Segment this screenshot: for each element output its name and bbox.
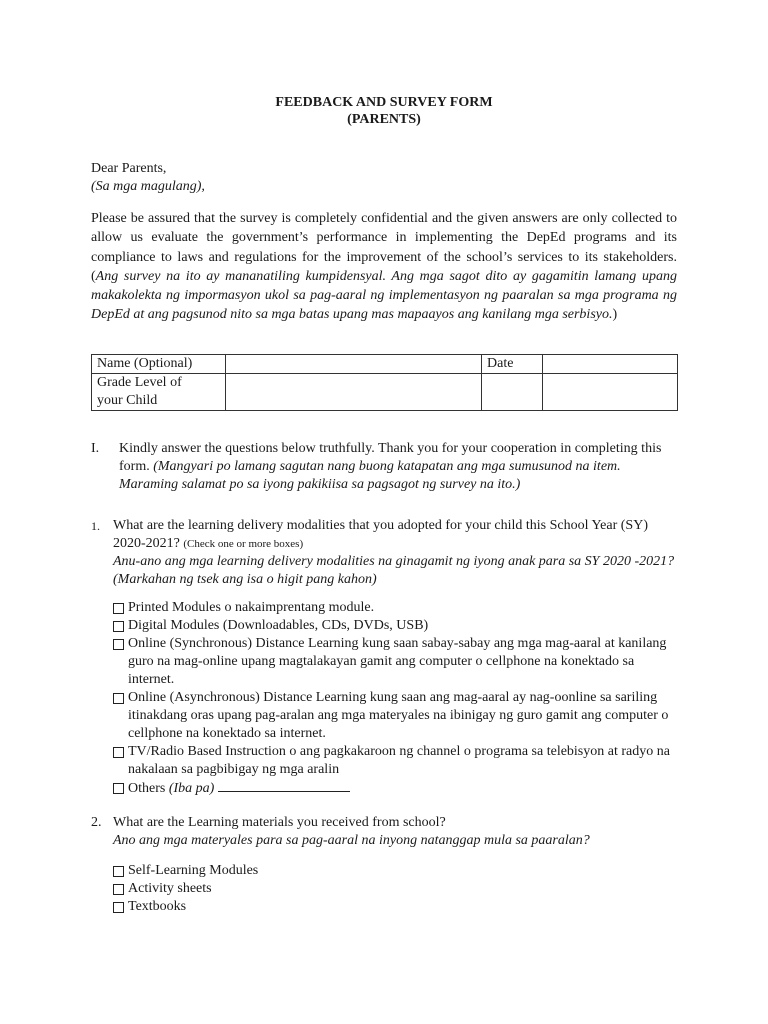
option-textbooks[interactable]: [113, 898, 673, 916]
form-subtitle: (PARENTS): [347, 112, 421, 127]
checkbox[interactable]: [113, 866, 124, 877]
question-note: (Check one or more boxes): [183, 538, 304, 550]
question-text: What are the Learning materials you received from school?: [113, 815, 446, 830]
intro-english: Please be assured that the survey is completely confidential and the given answers are only collected to allow us evaluate the government’s performance in implementing the DepEd programs and its compliance to laws and regulations for the improvement of the school’s services to its stakeholders. (: [91, 211, 677, 284]
option-online-asynchronous[interactable]: [113, 689, 673, 743]
others-blank-field[interactable]: [218, 779, 350, 792]
grade-label-line2: your Child: [97, 393, 158, 408]
checkbox[interactable]: [113, 639, 124, 650]
option-self-learning-modules[interactable]: [113, 862, 673, 880]
checkbox[interactable]: [113, 603, 124, 614]
option-label: Online (Asynchronous) Distance Learning kung saan ang mag-aaral ay nag-oonline sa sariling itinakdang oras upang pag-aralan ang mga materyales na ibinigay ng guro gamit ang computer o cellphone na konektado sa internet.: [128, 690, 669, 741]
option-label: TV/Radio Based Instruction o ang pagkakaroon ng channel o programa sa telebisyon at radyo na nakalaan sa pagbibigay ng mga aralin: [128, 744, 670, 777]
grade-label-line1: Grade Level of: [97, 375, 182, 390]
checkbox[interactable]: [113, 747, 124, 758]
form-title: FEEDBACK AND SURVEY FORM: [275, 95, 493, 110]
question-number: 1.: [91, 519, 100, 533]
question-1: [91, 517, 677, 589]
salutation-block: [91, 160, 205, 196]
intro-paragraph: [91, 209, 677, 325]
name-field[interactable]: [226, 355, 482, 374]
salutation-filipino: (Sa mga magulang),: [91, 179, 205, 194]
question-text-english: What are the learning delivery modalities that you adopted for your child this School Year (SY) 2020-2021?: [113, 518, 648, 551]
section-text-english: Kindly answer the questions below truthfully. Thank you for your cooperation in completing this form.: [119, 441, 662, 474]
option-label: Self-Learning Modules: [128, 863, 259, 878]
grade-extra-cell[interactable]: [543, 374, 678, 411]
option-label: Digital Modules (Downloadables, CDs, DVDs, USB): [128, 618, 429, 633]
name-label: Name (Optional): [92, 355, 226, 374]
question-text-filipino: Anu-ano ang mga learning delivery modalities na ginagamit ng iyong anak para sa SY 2020 -2021? (Markahan ng tsek ang isa o higit pang kahon): [113, 554, 675, 587]
question-text-filipino: Ano ang mga materyales para sa pag-aaral na inyong natanggap mula sa paaralan?: [113, 833, 590, 848]
section-number: I.: [91, 441, 100, 456]
option-label: Activity sheets: [128, 881, 212, 896]
checkbox[interactable]: [113, 884, 124, 895]
option-online-synchronous[interactable]: [113, 635, 673, 689]
date-label: Date: [482, 355, 543, 374]
respondent-info-table: [91, 354, 678, 411]
checkbox[interactable]: [113, 621, 124, 632]
question-text: [113, 517, 677, 553]
section-instructions: [91, 440, 677, 494]
salutation: Dear Parents,: [91, 161, 167, 176]
table-row: [92, 355, 678, 374]
grade-label: [92, 374, 226, 411]
section-text: [119, 440, 677, 494]
option-label-filipino: (Iba pa): [168, 781, 215, 796]
option-tv-radio[interactable]: [113, 743, 673, 779]
option-printed-modules[interactable]: [113, 599, 673, 617]
grade-field[interactable]: [226, 374, 482, 411]
date-field[interactable]: [543, 355, 678, 374]
option-others[interactable]: [113, 779, 673, 798]
checkbox[interactable]: [113, 902, 124, 913]
intro-close: ): [612, 307, 618, 323]
option-digital-modules[interactable]: [113, 617, 673, 635]
section-text-filipino: (Mangyari po lamang sagutan nang buong katapatan ang mga sumusunod na item. Maraming salamat po sa iyong pakikiisa sa pagsagot ng survey na ito.): [119, 459, 621, 492]
question-2: [91, 814, 677, 850]
option-label: Others: [128, 781, 169, 796]
option-label: Printed Modules o nakaimprentang module.: [128, 600, 375, 615]
question-2-options: [113, 862, 673, 916]
checkbox[interactable]: [113, 783, 124, 794]
option-label: Textbooks: [128, 899, 187, 914]
checkbox[interactable]: [113, 693, 124, 704]
option-label: Online (Synchronous) Distance Learning kung saan sabay-sabay ang mga mag-aaral at kanilang guro na mag-online upang magtalakayan gamit ang computer o cellphone na konektado sa internet.: [128, 636, 667, 687]
table-row: [92, 374, 678, 411]
option-activity-sheets[interactable]: [113, 880, 673, 898]
intro-filipino: Ang survey na ito ay mananatiling kumpidensyal. Ang mga sagot dito ay gagamitin lamang upang makakolekta ng impormasyon ukol sa pag-aaral ng implementasyon ng paaralan sa mga programa ng DepEd at ang pagsunod nito sa mga batas upang mas mapaayos ang kanilang mga serbisyo.: [91, 268, 677, 323]
grade-extra-cell[interactable]: [482, 374, 543, 411]
question-number: 2.: [91, 815, 102, 830]
question-1-options: [113, 599, 673, 798]
